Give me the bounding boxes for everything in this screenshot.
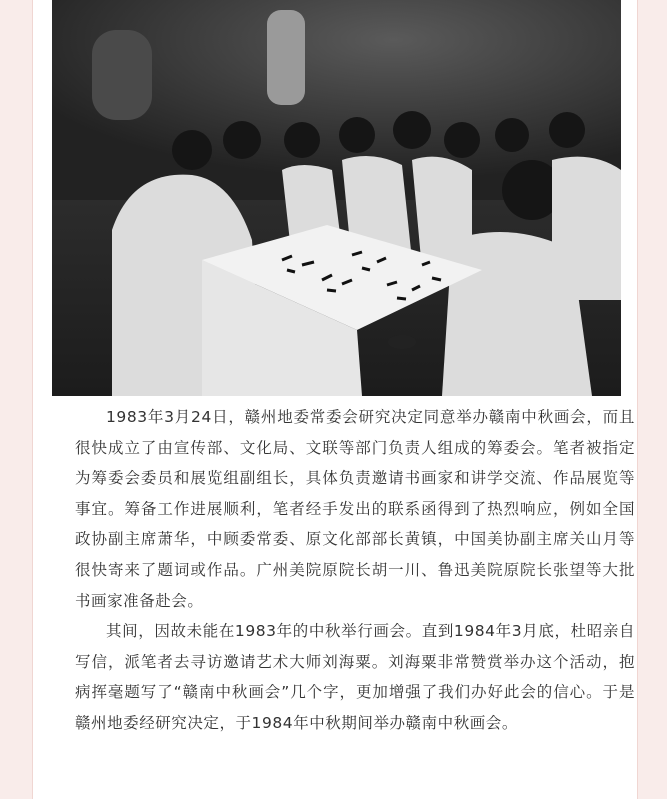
photo-illustration	[52, 0, 621, 396]
paragraph-1: 1983年3月24日，赣州地委常委会研究决定同意举办赣南中秋画会，而且很快成立了由宣传部、文化局、文联等部门负责人组成的筹委会。笔者被指定为筹委会委员和展览组副组长，具体负责邀请书画家和讲学交流、作品展览等事宜。筹备工作进展顺利，笔者经手发出的联系函得到了热烈响应，例如全国政协副主席萧华，中顾委常委、原文化部部长黄镇，中国美协副主席关山月等很快寄来了题词或作品。广州美院原院长胡一川、鲁迅美院原院长张望等大批书画家准备赴会。	[75, 408, 635, 610]
historical-photo	[52, 0, 621, 396]
article-card	[32, 0, 638, 799]
article-body	[75, 402, 635, 739]
paragraph-2: 其间，因故未能在1983年的中秋举行画会。直到1984年3月底，杜昭亲自写信，派笔者去寻访邀请艺术大师刘海粟。刘海粟非常赞赏举办这个活动，抱病挥毫题写了“赣南中秋画会”几个字，更加增强了我们办好此会的信心。于是赣州地委经研究决定，于1984年中秋期间举办赣南中秋画会。	[75, 622, 635, 732]
